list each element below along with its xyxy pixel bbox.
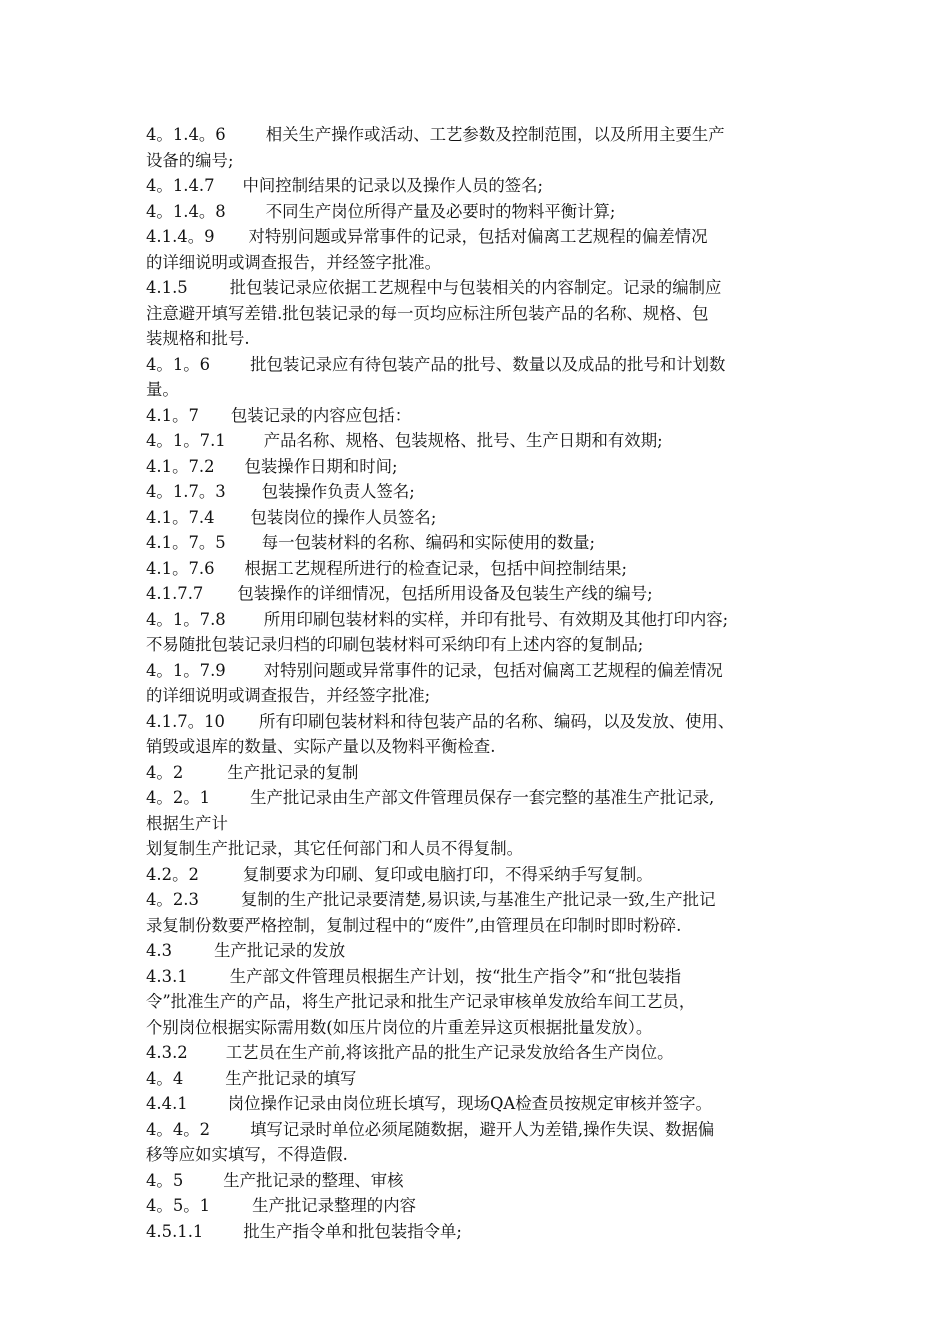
text-line [146, 403, 826, 429]
line-text: 生产部文件管理员根据生产计划，按“批生产指令”和“批包装指 [229, 966, 682, 986]
document-body [146, 122, 826, 1244]
text-line [146, 301, 826, 327]
line-text: 所有印刷包装材料和待包装产品的名称、编码，以及发放、使用、 [258, 711, 735, 731]
section-number: 4.1。7.2 [146, 456, 215, 476]
line-text: 装规格和批号. [146, 329, 250, 348]
text-line [146, 709, 826, 735]
section-number: 4。1.7。3 [146, 482, 226, 501]
text-line [146, 148, 826, 174]
text-line [146, 683, 826, 709]
line-text: 个别岗位根据实际需用数(如压片岗位的片重差异这页根据批量发放）。 [146, 1017, 653, 1037]
line-text: 产品名称、规格、包装规格、批号、生产日期和有效期; [263, 431, 663, 450]
text-line [146, 428, 826, 454]
line-text: 批生产指令单和批包装指令单; [243, 1221, 462, 1241]
text-line [146, 173, 826, 199]
text-line [146, 122, 826, 148]
text-line [146, 913, 826, 939]
text-line [146, 1142, 826, 1168]
line-text: 包装记录的内容应包括： [230, 405, 412, 425]
text-line [146, 1066, 826, 1092]
text-line [146, 581, 826, 607]
line-text: 对特别问题或异常事件的记录，包括对偏离工艺规程的偏差情况 [248, 227, 708, 246]
line-text: 对特别问题或异常事件的记录，包括对偏离工艺规程的偏差情况 [263, 660, 723, 680]
section-number: 4.3 [146, 941, 173, 960]
section-number: 4.5.1.1 [146, 1221, 204, 1241]
text-line [146, 479, 826, 505]
section-number: 4。1。7.8 [146, 609, 226, 629]
text-line [146, 811, 826, 837]
section-number: 4。2.3 [146, 890, 199, 909]
line-text: 设备的编号; [146, 150, 234, 170]
section-number: 4。4。2 [146, 1119, 211, 1139]
text-line [146, 250, 826, 276]
section-number: 4.1。7。5 [146, 533, 226, 552]
text-line [146, 275, 826, 301]
line-text: 包装岗位的操作人员签名; [250, 507, 437, 527]
line-text: 的详细说明或调查报告，并经签字批准。 [146, 252, 442, 272]
section-number: 4.4.1 [146, 1094, 188, 1113]
line-text: 根据工艺规程所进行的检查记录，包括中间控制结果; [244, 558, 628, 578]
text-line [146, 938, 826, 964]
line-text: 生产批记录的发放 [214, 941, 346, 960]
line-text: 工艺员在生产前,将该批产品的批生产记录发放给各生产岗位。 [225, 1043, 674, 1062]
line-text: 生产批记录由生产部文件管理员保存一套完整的基准生产批记录, [250, 788, 715, 807]
line-text: 批包装记录应有待包装产品的批号、数量以及成品的批号和计划数 [250, 354, 726, 374]
text-line [146, 1193, 826, 1219]
line-text: 量。 [146, 380, 179, 399]
text-line [146, 352, 826, 378]
line-text: 生产批记录整理的内容 [252, 1196, 416, 1215]
line-text: 填写记录时单位必须尾随数据，避开人为差错,操作失误、数据偏 [250, 1119, 715, 1139]
text-line [146, 862, 826, 888]
line-text: 复制要求为印刷、复印或电脑打印，不得采纳手写复制。 [242, 864, 653, 884]
section-number: 4。1。7.9 [146, 660, 226, 680]
line-text: 划复制生产批记录，其它任何部门和人员不得复制。 [146, 839, 523, 858]
line-text: 根据生产计 [146, 813, 228, 833]
text-line [146, 454, 826, 480]
line-text: 不易随批包装记录归档的印刷包装材料可采纳印有上述内容的复制品; [146, 635, 644, 654]
text-line [146, 505, 826, 531]
line-text: 所用印刷包装材料的实样，并印有批号、有效期及其他打印内容; [263, 609, 729, 629]
line-text: 复制的生产批记录要清楚,易识读,与基准生产批记录一致,生产批记 [240, 890, 716, 909]
line-text: 包装操作日期和时间; [244, 456, 398, 476]
line-text: 不同生产岗位所得产量及必要时的物料平衡计算; [265, 201, 616, 221]
line-text: 批包装记录应依据工艺规程中与包装相关的内容制定。记录的编制应 [229, 278, 722, 297]
text-line [146, 326, 826, 352]
line-text: 令”批准生产的产品，将生产批记录和批生产记录审核单发放给车间工艺员， [146, 992, 696, 1011]
text-line [146, 1091, 826, 1117]
section-number: 4.1.7。10 [146, 711, 225, 731]
section-number: 4.1。7 [146, 405, 199, 425]
line-text: 的详细说明或调查报告，并经签字批准; [146, 686, 431, 705]
line-text: 注意避开填写差错.批包装记录的每一页均应标注所包装产品的名称、规格、包 [146, 303, 709, 323]
text-line [146, 785, 826, 811]
line-text: 生产批记录的填写 [225, 1068, 357, 1088]
text-line [146, 760, 826, 786]
line-text: 生产批记录的复制 [227, 762, 359, 782]
text-line [146, 556, 826, 582]
section-number: 4.3.2 [146, 1043, 188, 1062]
section-number: 4。1.4。6 [146, 125, 226, 144]
line-text: 录复制份数要严格控制，复制过程中的“废件”,由管理员在印制时即时粉碎. [146, 915, 682, 935]
text-line [146, 1168, 826, 1194]
text-line [146, 224, 826, 250]
text-line [146, 1040, 826, 1066]
section-number: 4。1.4。8 [146, 201, 226, 221]
line-text: 包装操作负责人签名; [261, 482, 415, 501]
section-number: 4。1.4.7 [146, 176, 215, 195]
section-number: 4。2。1 [146, 788, 211, 807]
text-line [146, 964, 826, 990]
line-text: 每一包装材料的名称、编码和实际使用的数量; [261, 533, 596, 552]
section-number: 4.1。7.6 [146, 558, 215, 578]
line-text: 生产批记录的整理、审核 [223, 1170, 404, 1190]
section-number: 4.1.4。9 [146, 227, 215, 246]
text-line [146, 607, 826, 633]
section-number: 4.1。7.4 [146, 507, 215, 527]
text-line [146, 1117, 826, 1143]
text-line [146, 836, 826, 862]
section-number: 4.1.5 [146, 278, 188, 297]
line-text: 移等应如实填写，不得造假. [146, 1145, 348, 1164]
text-line [146, 989, 826, 1015]
text-line [146, 734, 826, 760]
text-line [146, 377, 826, 403]
text-line [146, 658, 826, 684]
section-number: 4。1。7.1 [146, 431, 226, 450]
text-line [146, 1015, 826, 1041]
line-text: 中间控制结果的记录以及操作人员的签名; [242, 176, 544, 195]
text-line [146, 199, 826, 225]
section-number: 4。4 [146, 1068, 184, 1088]
text-line [146, 1219, 826, 1245]
section-number: 4。5。1 [146, 1196, 211, 1215]
section-number: 4.2。2 [146, 864, 199, 884]
section-number: 4.3.1 [146, 966, 188, 986]
line-text: 相关生产操作或活动、工艺参数及控制范围，以及所用主要生产 [265, 125, 725, 144]
section-number: 4。2 [146, 762, 184, 782]
section-number: 4。5 [146, 1170, 184, 1190]
line-text: 包装操作的详细情况，包括所用设备及包装生产线的编号; [237, 584, 653, 603]
section-number: 4。1。6 [146, 354, 211, 374]
line-text: 岗位操作记录由岗位班长填写，现场QA检查员按规定审核并签字。 [227, 1094, 712, 1113]
text-line [146, 887, 826, 913]
text-line [146, 632, 826, 658]
section-number: 4.1.7.7 [146, 584, 204, 603]
text-line [146, 530, 826, 556]
line-text: 销毁或退库的数量、实际产量以及物料平衡检查. [146, 737, 496, 756]
